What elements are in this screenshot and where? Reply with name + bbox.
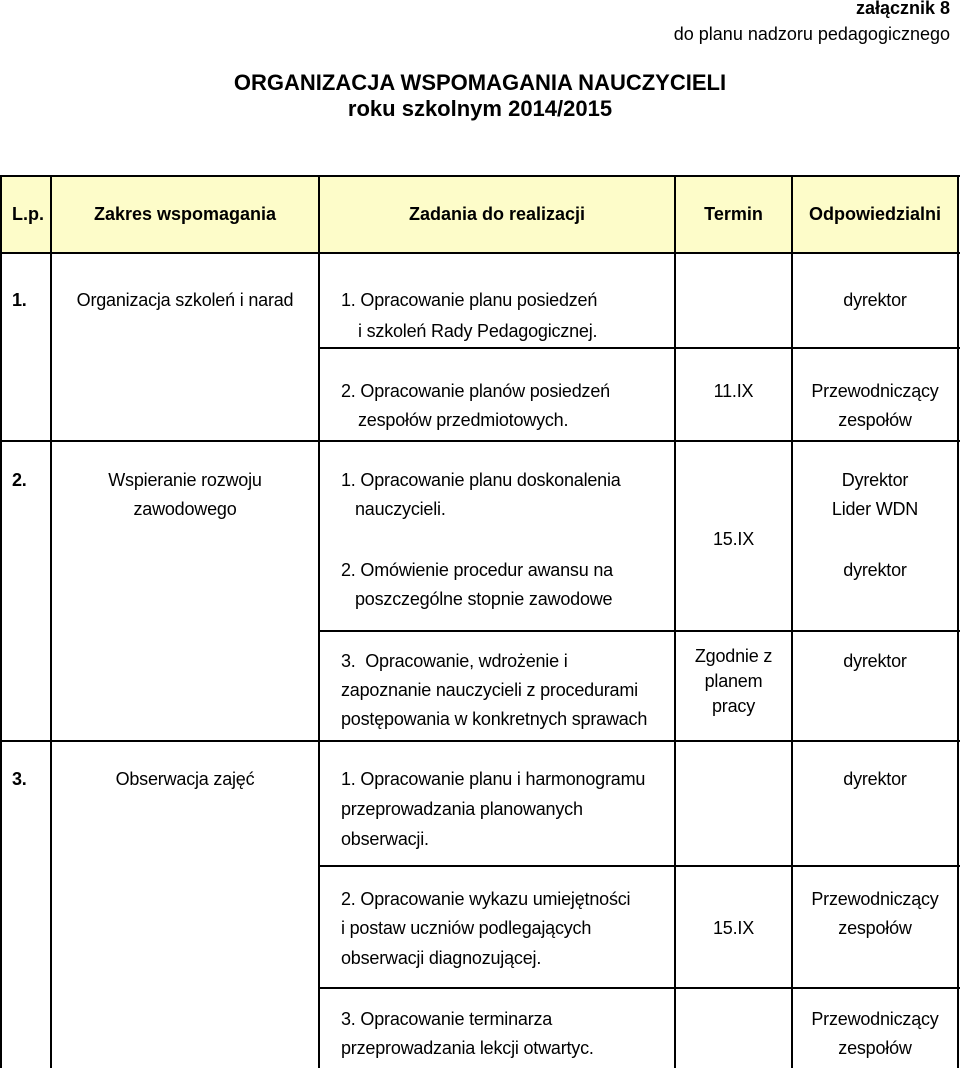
row-2-task-3-line-1: 3. Opracowanie, wdrożenie i xyxy=(341,651,568,671)
row-1-zakres: Organizacja szkoleń i narad xyxy=(76,290,294,310)
row-2-task-2-line-1: 2. Omówienie procedur awansu na xyxy=(341,560,613,580)
column-header-zakres: Zakres wspomagania xyxy=(51,177,319,252)
row-3-task-2-termin: 15.IX xyxy=(712,918,755,938)
row-1-task-2-line-1: 2. Opracowanie planów posiedzeń xyxy=(341,381,610,401)
row-1-task-2-odp-line-2: zespołów xyxy=(838,410,912,430)
row-2-task-2-odp: dyrektor xyxy=(843,560,907,580)
row-2-task-3-termin-line-1: Zgodnie z xyxy=(694,646,773,666)
row-1-task-2-line-2: zespołów przedmiotowych. xyxy=(358,410,569,430)
row-3-task-2-line-1: 2. Opracowanie wykazu umiejętności xyxy=(341,889,631,909)
row-2-zakres-line-2: zawodowego xyxy=(133,499,237,519)
row-1-task-2-odp-line-1: Przewodniczący xyxy=(811,381,939,401)
row-2-task-1-line-1: 1. Opracowanie planu doskonalenia xyxy=(341,470,621,490)
row-3-task-3-odp-line-1: Przewodniczący xyxy=(811,1009,939,1029)
row-3-task-3-odp-line-2: zespołów xyxy=(838,1038,912,1058)
row-3-task-1-line-1: 1. Opracowanie planu i harmonogramu xyxy=(341,769,646,789)
row-2-lp: 2. xyxy=(12,470,27,490)
column-header-odpowiedzialni: Odpowiedzialni xyxy=(792,177,958,252)
row-2-task-3-line-2: zapoznanie nauczycieli z procedurami xyxy=(341,680,638,700)
column-header-zadania: Zadania do realizacji xyxy=(319,177,675,252)
row-3-task-2-line-3: obserwacji diagnozującej. xyxy=(341,948,542,968)
row-2-task-3-line-3: postępowania w konkretnych sprawach xyxy=(341,709,648,729)
row-3-task-3-line-1: 3. Opracowanie terminarza xyxy=(341,1009,553,1029)
row-3-zakres: Obserwacja zajęć xyxy=(115,769,255,789)
row-2-task-2-line-2: poszczególne stopnie zawodowe xyxy=(355,589,613,609)
row-2-task-3-odp: dyrektor xyxy=(843,651,907,671)
row-1-lp: 1. xyxy=(12,290,27,310)
row-3-task-3-line-2: przeprowadzania lekcji otwartyc. xyxy=(341,1038,594,1058)
row-2-task-3-termin-line-3: pracy xyxy=(711,696,756,716)
row-3-task-1-line-2: przeprowadzania planowanych xyxy=(341,799,583,819)
row-1-task-1-line-1: 1. Opracowanie planu posiedzeń xyxy=(341,290,598,310)
row-3-task-2-line-2: i postaw uczniów podlegających xyxy=(341,918,592,938)
row-1-task-1-odp: dyrektor xyxy=(843,290,907,310)
row-2-termin: 15.IX xyxy=(712,529,755,549)
row-3-task-1-line-3: obserwacji. xyxy=(341,829,429,849)
row-3-task-2-odp-line-1: Przewodniczący xyxy=(811,889,939,909)
row-2-task-1-odp-line-1: Dyrektor xyxy=(841,470,909,490)
row-2-zakres-line-1: Wspieranie rozwoju xyxy=(108,470,262,490)
row-3-task-1-odp: dyrektor xyxy=(843,769,907,789)
row-2-task-1-line-2: nauczycieli. xyxy=(355,499,446,519)
row-1-task-1-line-2: i szkoleń Rady Pedagogicznej. xyxy=(358,321,598,341)
column-header-lp: L.p. xyxy=(0,177,51,252)
row-2-task-1-odp-line-2: Lider WDN xyxy=(831,499,919,519)
column-header-termin: Termin xyxy=(675,177,792,252)
row-3-task-2-odp-line-2: zespołów xyxy=(838,918,912,938)
row-2-task-3-termin-line-2: planem xyxy=(704,671,763,691)
document-title: ORGANIZACJA WSPOMAGANIA NAUCZYCIELI xyxy=(233,70,727,95)
row-1-task-2-termin: 11.IX xyxy=(713,381,754,401)
attachment-label: załącznik 8 xyxy=(855,0,950,18)
attachment-subtitle: do planu nadzoru pedagogicznego xyxy=(673,24,950,44)
document-subtitle: roku szkolnym 2014/2015 xyxy=(347,96,613,121)
row-3-lp: 3. xyxy=(12,769,27,789)
